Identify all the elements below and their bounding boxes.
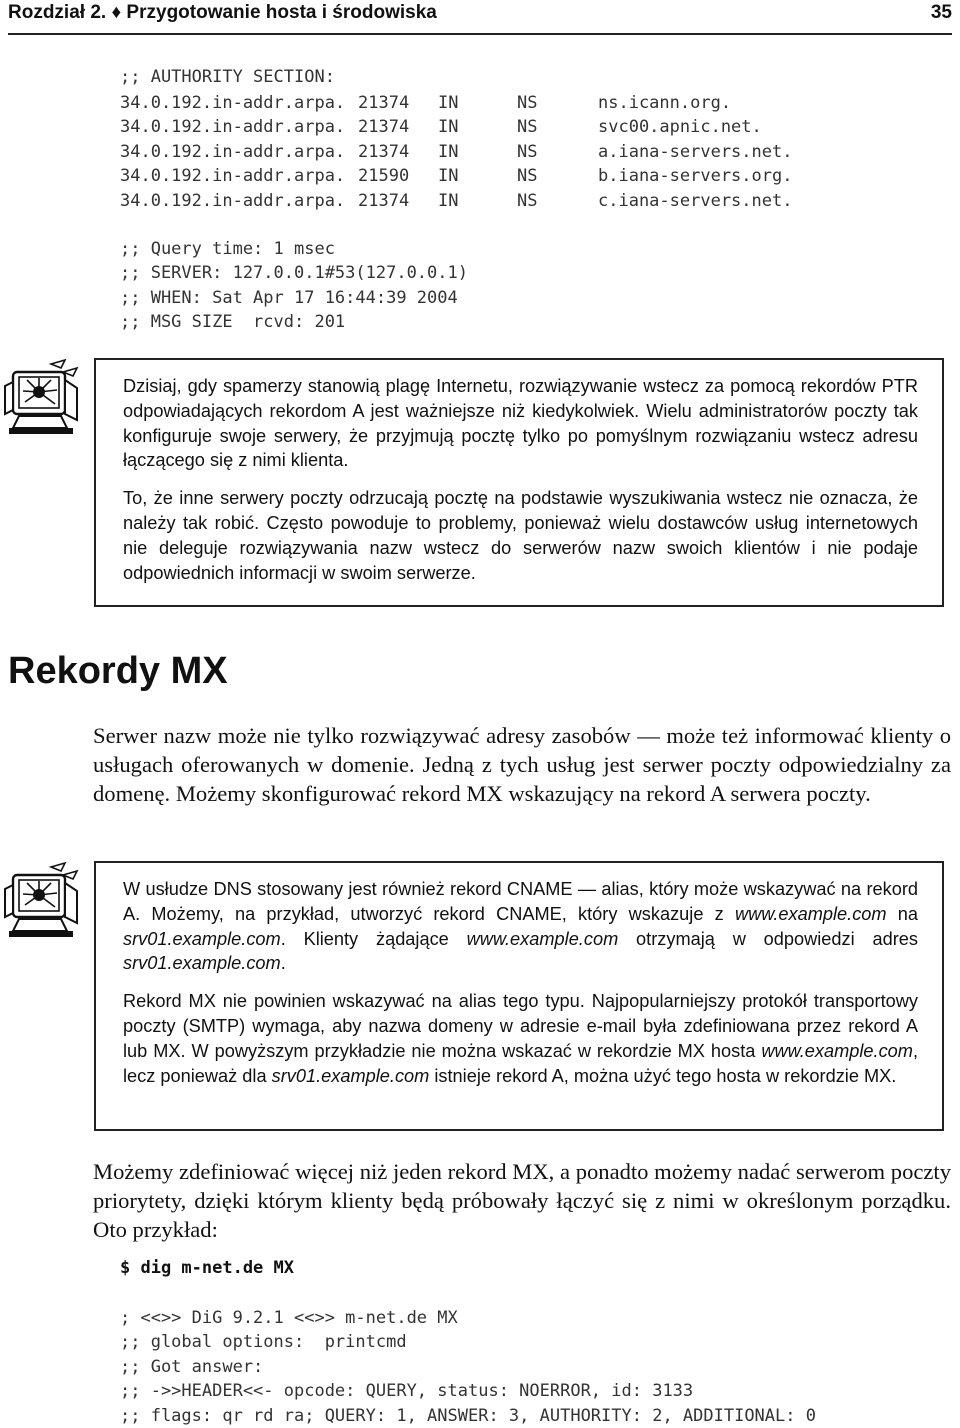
record-name: 34.0.192.in-addr.arpa.	[120, 190, 346, 211]
record-ttl: 21374	[358, 117, 410, 138]
code-line: ;; flags: qr rd ra; QUERY: 1, ANSWER: 3, AUTHORITY: 2, ADDITIONAL: 0	[120, 1405, 816, 1426]
record-target: ns.icann.org.	[598, 93, 732, 113]
hostname: srv01.example.com	[123, 953, 281, 974]
hostname: srv01.example.com	[271, 1065, 430, 1086]
code-line: ; <<>> DiG 9.2.1 <<>> m-net.de MX	[120, 1308, 458, 1328]
record-class: IN	[438, 93, 459, 113]
note-paragraph: W usłudze DNS stosowany jest również rekord CNAME — alias, który może wskazywać na rekord A. Możemy, na przykład, utworzyć rekord CNAME, który wskazuje z www.example.com na srv01.example.com. Klienty żądające www.example.com otrzymają w odpowiedzi adres srv01.example.com.	[123, 879, 918, 974]
note-paragraph: Rekord MX nie powinien wskazywać na alias tego typu. Najpopularniejszy protokół transportowy poczty (SMTP) wymaga, aby nazwa domeny w adresie e-mail była zdefiniowana przez rekord A lub MX. W powyższym przykładzie nie można wskazać w rekordzie MX hosta www.example.com, lecz ponieważ dla srv01.example.com istnieje rekord A, można użyć tego hosta w rekordzie MX.	[123, 991, 918, 1086]
record-name: 34.0.192.in-addr.arpa.	[120, 117, 346, 138]
authority-heading: ;; AUTHORITY SECTION:	[120, 67, 335, 87]
hostname: www.example.com	[761, 1040, 913, 1061]
record-target: c.iana-servers.net.	[598, 190, 793, 211]
code-line: ;; WHEN: Sat Apr 17 16:44:39 2004	[120, 287, 458, 308]
note-paragraph: To, że inne serwery poczty odrzucają pocztę na podstawie wyszukiwania wstecz nie oznacza, że należy tak robić. Często powoduje to problemy, ponieważ wielu dostawców usług internetowych nie deleguje rozwiązywania nazw wstecz do serwerów nazw swoich klientów i nie podaje odpowiednich informacji w swoim serwerze.	[123, 488, 918, 583]
body-paragraph: Możemy zdefiniować więcej niż jeden rekord MX, a ponadto możemy nadać serwerom poczty priorytety, dzięki którym klienty będą próbowały łączyć się z nimi w określonym porządku. Oto przykład:	[93, 1159, 951, 1242]
record-name: 34.0.192.in-addr.arpa.	[120, 166, 346, 187]
page-number: 35	[930, 2, 952, 23]
record-class: IN	[438, 190, 459, 211]
code-line: ;; SERVER: 127.0.0.1#53(127.0.0.1)	[120, 263, 468, 284]
record-ttl: 21374	[358, 141, 410, 162]
table-row	[120, 164, 820, 188]
code-line: ;; global options: printcmd	[120, 1332, 407, 1353]
broken-monitor-icon	[3, 358, 83, 438]
record-type: NS	[517, 93, 538, 113]
record-name: 34.0.192.in-addr.arpa.	[120, 93, 346, 113]
hostname: www.example.com	[466, 928, 619, 949]
authority-table	[120, 91, 820, 213]
hostname: www.example.com	[734, 903, 887, 924]
record-ttl: 21374	[358, 93, 410, 113]
code-line: ;; Query time: 1 msec	[120, 239, 335, 259]
code-line: ;; Got answer:	[120, 1356, 264, 1377]
record-class: IN	[438, 141, 459, 162]
record-target: b.iana-servers.org.	[598, 166, 793, 187]
section-title: Rekordy MX	[8, 650, 228, 692]
note-box	[94, 861, 944, 1131]
note-paragraph: Dzisiaj, gdy spamerzy stanowią plagę Internetu, rozwiązywanie wstecz za pomocą rekordów PTR odpowiadających rekordom A jest ważniejsze niż kiedykolwiek. Wielu administratorów poczty tak konfiguruje swoje serwery, że przyjmują pocztę tylko po pomyślnym rozwiązaniu wstecz adresu łączącego się z nimi klienta.	[123, 376, 918, 471]
table-row	[120, 91, 820, 115]
record-ttl: 21590	[358, 166, 410, 187]
shell-command: $ dig m-net.de MX	[120, 1258, 294, 1278]
chapter-title: Rozdział 2. ♦ Przygotowanie hosta i środowiska	[8, 2, 437, 23]
record-type: NS	[517, 190, 538, 211]
record-class: IN	[438, 117, 459, 138]
record-type: NS	[517, 117, 538, 138]
broken-monitor-icon	[3, 861, 83, 941]
record-class: IN	[438, 166, 459, 187]
code-line: ;; ->>HEADER<<- opcode: QUERY, status: NOERROR, id: 3133	[120, 1381, 694, 1402]
query-stats	[120, 237, 468, 335]
dig-output	[120, 1306, 816, 1428]
record-target: a.iana-servers.net.	[598, 141, 793, 162]
record-target: svc00.apnic.net.	[598, 117, 762, 138]
table-row	[120, 115, 820, 139]
running-header	[8, 0, 952, 35]
hostname: srv01.example.com	[123, 928, 281, 949]
record-ttl: 21374	[358, 190, 410, 211]
table-row	[120, 140, 820, 164]
table-row	[120, 189, 820, 213]
record-type: NS	[517, 166, 538, 187]
note-box	[94, 358, 944, 607]
record-type: NS	[517, 141, 538, 162]
code-line: ;; MSG SIZE rcvd: 201	[120, 312, 346, 333]
body-paragraph: Serwer nazw może nie tylko rozwiązywać adresy zasobów — może też informować klienty o usługach oferowanych w domenie. Jedną z tych usług jest serwer poczty odpowiedzialny za domenę. Możemy skonfigurować rekord MX wskazujący na rekord A serwera poczty.	[93, 723, 951, 806]
record-name: 34.0.192.in-addr.arpa.	[120, 141, 346, 162]
